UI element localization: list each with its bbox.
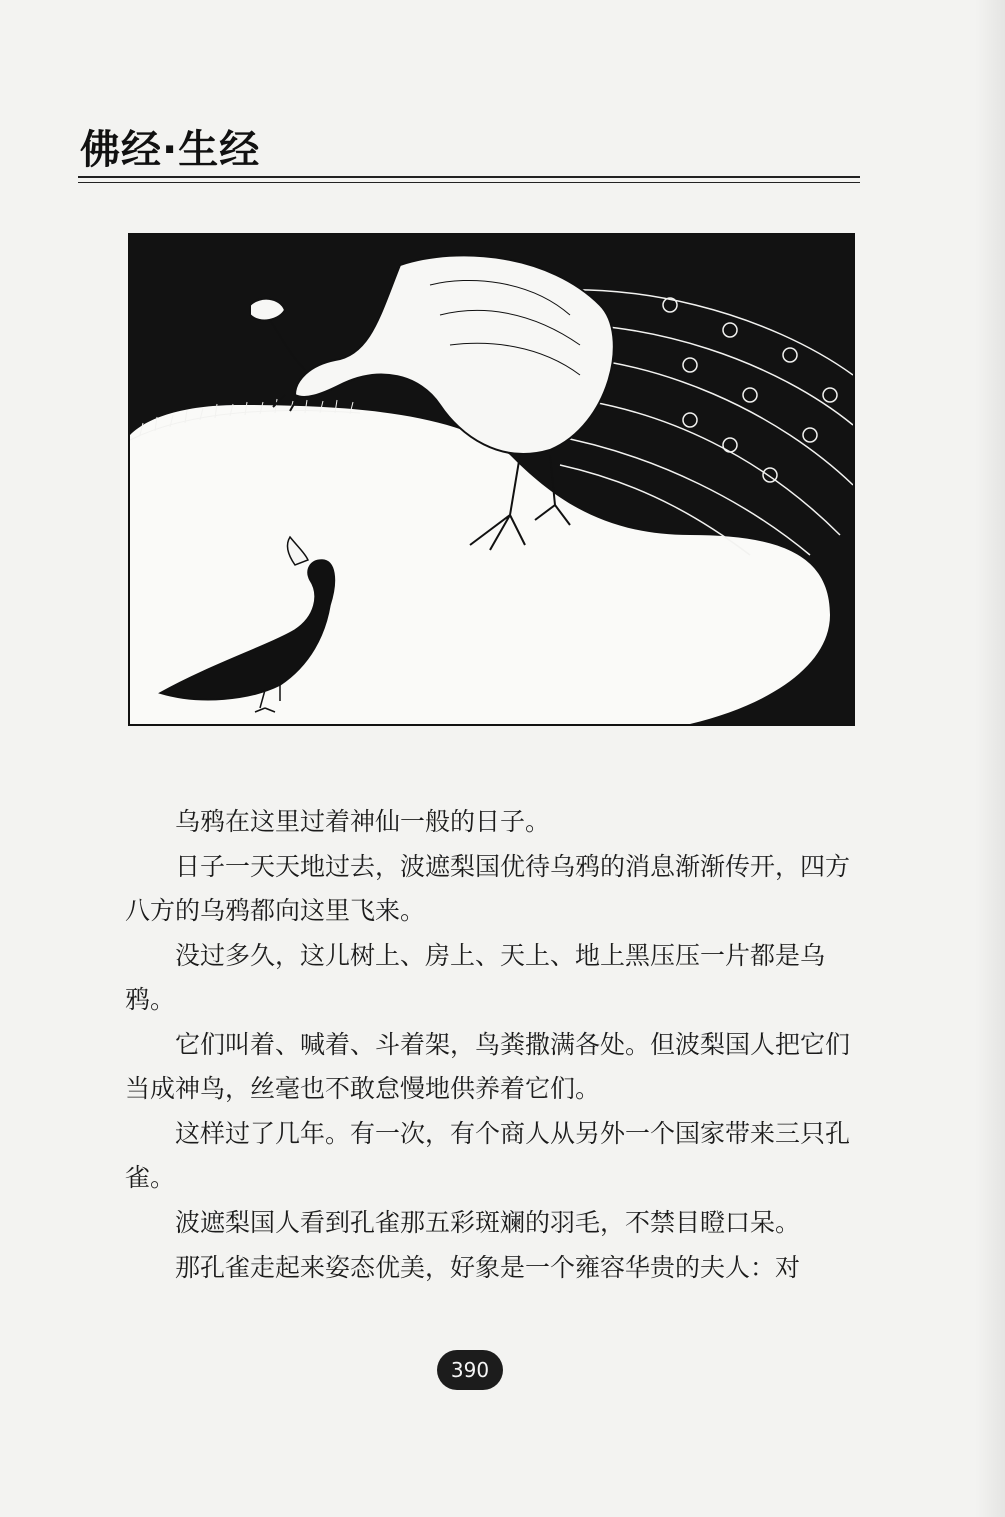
header-rule-thin [78,182,860,183]
paragraph-6: 波遮梨国人看到孔雀那五彩斑斓的羽毛，不禁目瞪口呆。 [175,1208,801,1237]
page-number-badge: 390 [437,1350,503,1390]
paragraph-2: 日子一天天地过去，波遮梨国优待乌鸦的消息渐渐传开，四方八方的乌鸦都向这里飞来。 [125,852,851,925]
header-rule-thick [78,176,860,178]
paragraph-3: 没过多久，这儿树上、房上、天上、地上黑压压一片都是乌鸦。 [125,941,826,1014]
peacock-crow-illustration [128,233,855,726]
paragraph-1: 乌鸦在这里过着神仙一般的日子。 [175,807,551,836]
page-edge-shadow [975,0,1005,1517]
running-header-title: 佛经·生经 [80,127,261,173]
body-text [125,800,860,1291]
illustration-drawing [130,235,853,724]
paragraph-5: 这样过了几年。有一次，有个商人从另外一个国家带来三只孔雀。 [125,1119,851,1192]
crow [160,537,334,712]
paragraph-7: 那孔雀走起来姿态优美，好象是一个雍容华贵的夫人：对 [175,1253,801,1282]
paragraph-4: 它们叫着、喊着、斗着架，鸟粪撒满各处。但波梨国人把它们当成神鸟，丝毫也不敢怠慢地供养着它们。 [125,1030,851,1103]
